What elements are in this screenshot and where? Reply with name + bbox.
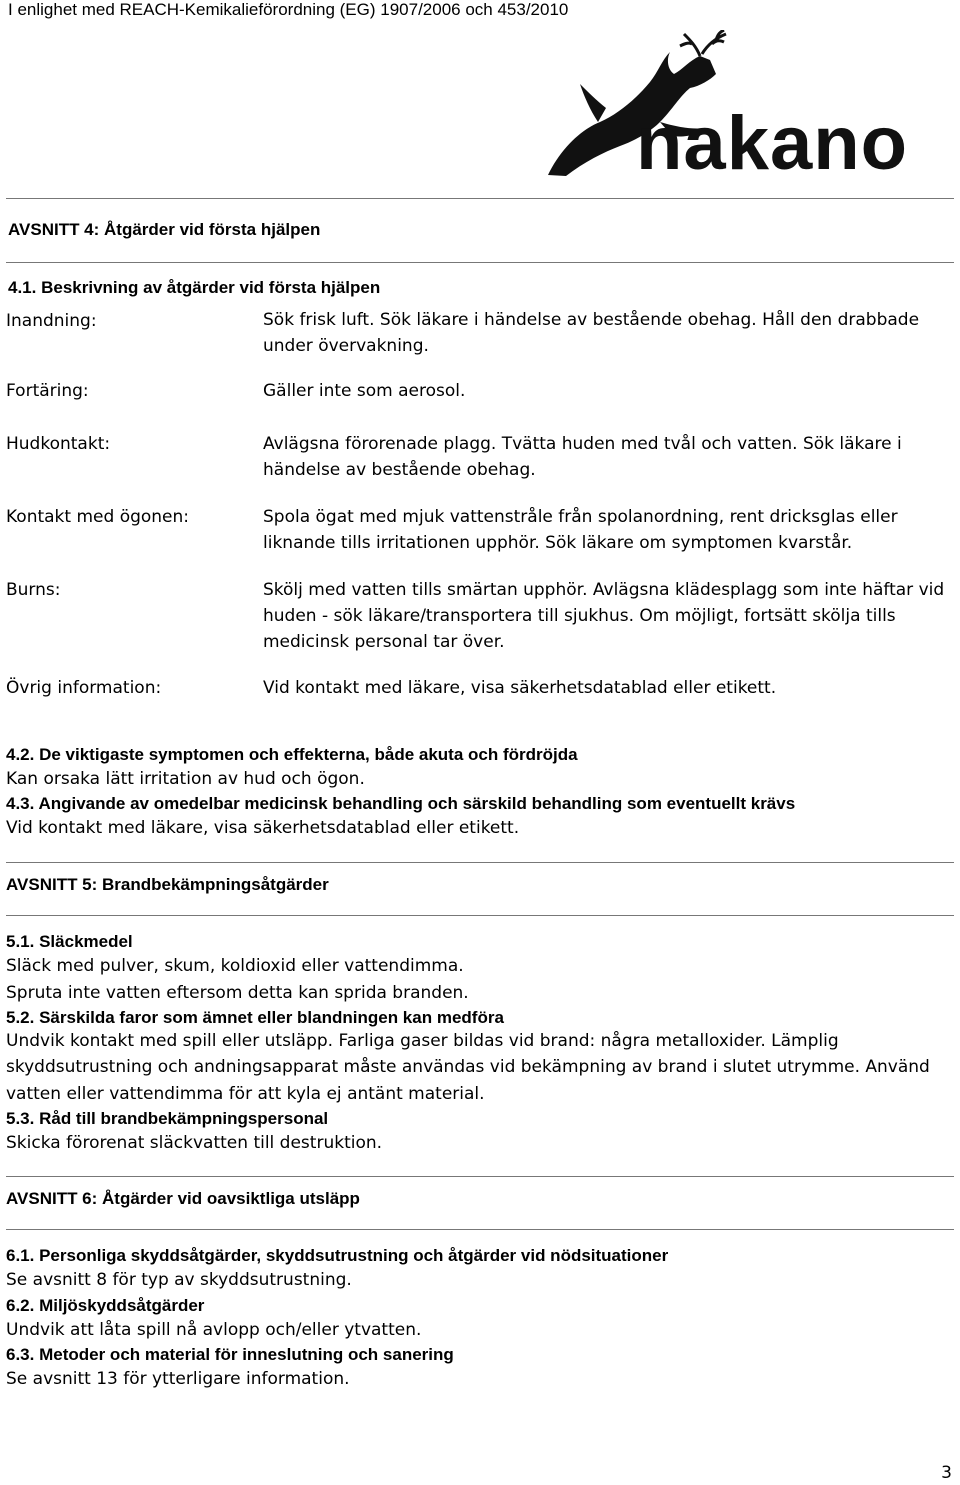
subsection-4-3-text: Vid kontakt med läkare, visa säkerhetsdatablad eller etikett.: [6, 818, 520, 838]
subsection-5-2-line1: Undvik kontakt med spill eller utsläpp. Farliga gaser bildas vid brand: några metalloxider. Lämplig: [6, 1031, 839, 1051]
subsection-number: 6.3.: [6, 1345, 35, 1364]
subsection-5-1-line1: Släck med pulver, skum, koldioxid eller vattendimma.: [6, 956, 464, 976]
row-label-skin-contact: Hudkontakt:: [6, 434, 111, 454]
subsection-number: 6.2.: [6, 1296, 35, 1315]
subsection-number: 4.2.: [6, 745, 35, 764]
subsection-5-2-heading: [6, 1008, 504, 1028]
row-label-other-info: Övrig information:: [6, 678, 162, 698]
subsection-6-2-heading: [6, 1296, 204, 1316]
subsection-4-3-heading: [6, 794, 795, 814]
section-4-title: AVSNITT 4: Åtgärder vid första hjälpen: [8, 220, 321, 239]
subsection-5-3-text: Skicka förorenat släckvatten till destruktion.: [6, 1133, 383, 1153]
subsection-6-1-text: Se avsnitt 8 för typ av skyddsutrustning.: [6, 1270, 352, 1290]
subsection-title: Personliga skyddsåtgärder, skyddsutrustning och åtgärder vid nödsituationer: [39, 1246, 669, 1265]
subsection-title: Släckmedel: [39, 932, 133, 951]
subsection-6-2-text: Undvik att låta spill nå avlopp och/eller ytvatten.: [6, 1320, 422, 1340]
subsection-6-3-text: Se avsnitt 13 för ytterligare information.: [6, 1369, 350, 1389]
divider: [6, 1176, 954, 1177]
subsection-5-2-line3: vatten eller vattendimma för att kyla ej antänt material.: [6, 1084, 485, 1104]
subsection-5-3-heading: [6, 1109, 328, 1129]
section-5-title: AVSNITT 5: Brandbekämpningsåtgärder: [6, 875, 329, 894]
subsection-5-1-line2: Spruta inte vatten eftersom detta kan sprida branden.: [6, 983, 469, 1003]
subsection-number: 5.2.: [6, 1008, 35, 1027]
subsection-number: 4.1.: [8, 278, 37, 297]
subsection-4-1-heading: [8, 278, 380, 298]
row-label-ingestion: Fortäring:: [6, 381, 89, 401]
row-value-other-info: Vid kontakt med läkare, visa säkerhetsdatablad eller etikett.: [263, 678, 777, 698]
subsection-5-2-line2: skyddsutrustning och andningsapparat måste användas vid bekämpning av brand i slutet utrymme. Använd: [6, 1057, 930, 1077]
row-value-skin-contact: Avlägsna förorenade plagg. Tvätta huden med tvål och vatten. Sök läkare i händelse av bestående obehag.: [263, 434, 902, 480]
subsection-number: 5.3.: [6, 1109, 35, 1128]
subsection-number: 6.1.: [6, 1246, 35, 1265]
logo-wordmark: nakano: [636, 101, 909, 186]
divider: [6, 1229, 954, 1230]
divider: [6, 198, 954, 199]
subsection-6-3-heading: [6, 1345, 454, 1365]
row-label-burns: Burns:: [6, 580, 61, 600]
row-label-inhalation: Inandning:: [6, 311, 97, 331]
row-label-eye-contact: Kontakt med ögonen:: [6, 507, 190, 527]
subsection-5-1-heading: [6, 932, 133, 952]
row-value-ingestion: Gäller inte som aerosol.: [263, 381, 466, 401]
subsection-title: Miljöskyddsåtgärder: [39, 1296, 205, 1315]
subsection-title: Råd till brandbekämpningspersonal: [39, 1109, 329, 1128]
subsection-title: Beskrivning av åtgärder vid första hjälpen: [41, 278, 381, 297]
divider: [6, 862, 954, 863]
subsection-number: 4.3.: [6, 794, 35, 813]
subsection-4-2-text: Kan orsaka lätt irritation av hud och ögon.: [6, 769, 365, 789]
subsection-number: 5.1.: [6, 932, 35, 951]
subsection-title: De viktigaste symptomen och effekterna, både akuta och fördröjda: [39, 745, 578, 764]
row-value-eye-contact: Spola ögat med mjuk vattenstråle från spolanordning, rent dricksglas eller liknande tills irritationen upphör. Sök läkare om symptomen kvarstår.: [263, 507, 898, 553]
subsection-title: Angivande av omedelbar medicinsk behandling och särskild behandling som eventuellt krävs: [38, 794, 796, 813]
divider: [6, 915, 954, 916]
subsection-title: Särskilda faror som ämnet eller blandningen kan medföra: [39, 1008, 504, 1027]
section-6-title: AVSNITT 6: Åtgärder vid oavsiktliga utsläpp: [6, 1189, 360, 1208]
page-number: 3: [941, 1463, 952, 1483]
nakano-logo: [540, 30, 952, 186]
regulation-header: I enlighet med REACH-Kemikalieförordning (EG) 1907/2006 och 453/2010: [8, 0, 569, 19]
divider: [6, 262, 954, 263]
row-value-inhalation: Sök frisk luft. Sök läkare i händelse av bestående obehag. Håll den drabbade under övervakning.: [263, 310, 920, 356]
subsection-6-1-heading: [6, 1246, 668, 1266]
row-value-burns: Skölj med vatten tills smärtan upphör. Avlägsna klädesplagg som inte häftar vid huden - sök läkare/transportera till sjukhus. Om möjligt, fortsätt skölja tills medicinsk personal tar över.: [263, 580, 945, 652]
subsection-title: Metoder och material för inneslutning och sanering: [39, 1345, 454, 1364]
subsection-4-2-heading: [6, 745, 578, 765]
